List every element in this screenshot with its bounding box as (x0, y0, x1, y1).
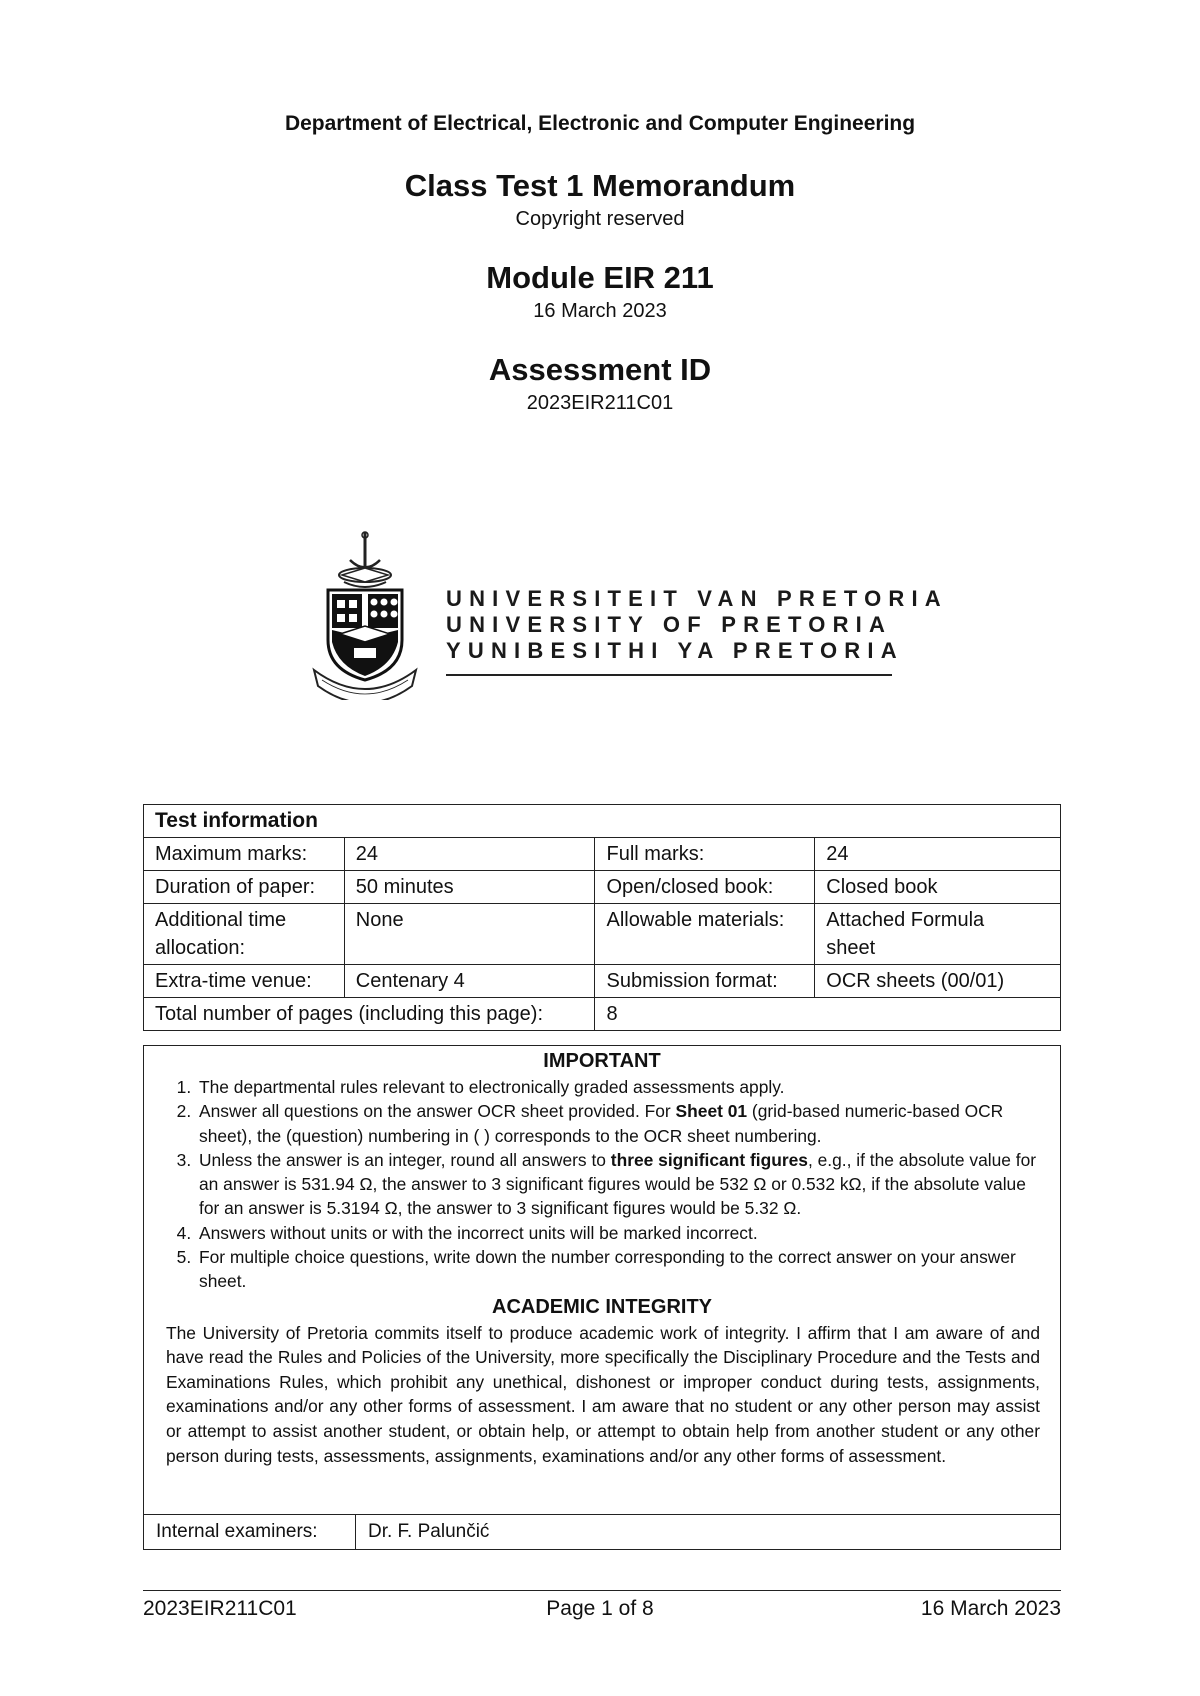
logo-line-sepedi: YUNIBESITHI YA PRETORIA (446, 638, 904, 663)
full-marks-label: Full marks: (595, 838, 815, 871)
venue-label: Extra-time venue: (144, 965, 345, 998)
instructions-box (143, 1045, 1061, 1550)
instruction-3-bold: three significant figures (610, 1149, 808, 1170)
examiners-value: Dr. F. Palunčić (368, 1521, 490, 1542)
footer-divider (143, 1590, 1061, 1591)
materials-label: Allowable materials: (595, 904, 815, 965)
examiners-label: Internal examiners: (144, 1515, 356, 1549)
max-marks-label: Maximum marks: (144, 838, 345, 871)
additional-time-label (144, 904, 345, 965)
assessment-id-label: Assessment ID (488, 352, 712, 387)
important-heading: IMPORTANT (543, 1050, 661, 1072)
venue-value: Centenary 4 (344, 965, 595, 998)
instruction-1-text: The departmental rules relevant to electronically graded assessments apply. (199, 1077, 785, 1097)
pages-label: Total number of pages (including this page): (144, 998, 595, 1031)
materials-value (815, 904, 1061, 965)
logo-line-english: UNIVERSITY OF PRETORIA (446, 612, 893, 637)
test-information-table (143, 804, 1061, 1031)
department-name: Department of Electrical, Electronic and Computer Engineering (284, 112, 916, 135)
book-value: Closed book (815, 871, 1061, 904)
document-title: Class Test 1 Memorandum (404, 168, 796, 203)
instruction-item (196, 1099, 1040, 1148)
book-label: Open/closed book: (595, 871, 815, 904)
examiners-row (144, 1514, 1060, 1549)
instruction-item (196, 1221, 1040, 1245)
university-crest-icon (310, 530, 420, 700)
footer-date: 16 March 2023 (920, 1597, 1061, 1620)
instruction-item (196, 1245, 1040, 1294)
footer-page-number: Page 1 of 8 (546, 1597, 654, 1620)
instruction-3-text-a: Unless the answer is an integer, round all answers to (199, 1149, 611, 1170)
instruction-2-text-b: (grid-based numeric-based OCR sheet), the (question) numbering in ( ) corresponds to the OCR sheet numbering. (199, 1101, 1004, 1146)
pages-value: 8 (595, 998, 1061, 1031)
academic-integrity-heading: ACADEMIC INTEGRITY (492, 1295, 712, 1318)
duration-value: 50 minutes (344, 871, 595, 904)
additional-time-label-line2: allocation: (155, 937, 246, 959)
duration-label: Duration of paper: (144, 871, 345, 904)
test-information-heading: Test information (144, 805, 1061, 838)
instruction-2-bold: Sheet 01 (675, 1101, 748, 1122)
instructions-list (144, 1075, 1040, 1294)
footer-assessment-id: 2023EIR211C01 (143, 1597, 297, 1620)
instruction-4-text: Answers without units or with the incorrect units will be marked incorrect. (199, 1222, 758, 1243)
logo-underline (446, 674, 892, 676)
submission-value: OCR sheets (00/01) (815, 965, 1061, 998)
instruction-item (196, 1148, 1040, 1221)
copyright-notice: Copyright reserved (515, 208, 685, 230)
university-logo (310, 530, 948, 700)
logo-line-afrikaans: UNIVERSITEIT VAN PRETORIA (446, 586, 948, 611)
materials-value-line2: sheet (826, 937, 876, 959)
instruction-3-text-b: , e.g., if the absolute value for an answer is 531.94 Ω, the answer to 3 significant figures would be 532 Ω or 0.532 kΩ, if the absolute value for an answer is 5.3194 Ω, the answer to 3 significant figures would be 5.32 Ω. (199, 1149, 1037, 1219)
assessment-id: 2023EIR211C01 (526, 392, 674, 414)
academic-integrity-text: The University of Pretoria commits itself to produce academic work of integrity. I affirm that I am aware of and have read the Rules and Policies of the University, more specifically the Disciplinary Procedure and the Tests and Examinations Rules, which prohibit any unethical, dishonest or improper conduct during tests, assignments, examinations and/or any other forms of assessment. I am aware that no student or any other person may assist or attempt to assist another student, or obtain help, or attempt to obtain help from another student or any other person during tests, assessments, assignments, examinations and/or any other forms of assessment. (166, 1322, 1040, 1466)
submission-label: Submission format: (595, 965, 815, 998)
materials-value-line1: Attached Formula (826, 909, 985, 931)
additional-time-value: None (344, 904, 595, 965)
instruction-2-text-a: Answer all questions on the answer OCR sheet provided. For (199, 1101, 676, 1122)
instruction-item (196, 1075, 1040, 1099)
module-code: Module EIR 211 (486, 260, 714, 295)
test-date: 16 March 2023 (533, 300, 667, 322)
additional-time-label-line1: Additional time (155, 909, 287, 931)
instruction-5-text: For multiple choice questions, write down the number corresponding to the correct answer on your answer sheet. (199, 1247, 1016, 1292)
max-marks-value: 24 (344, 838, 595, 871)
full-marks-value: 24 (815, 838, 1061, 871)
